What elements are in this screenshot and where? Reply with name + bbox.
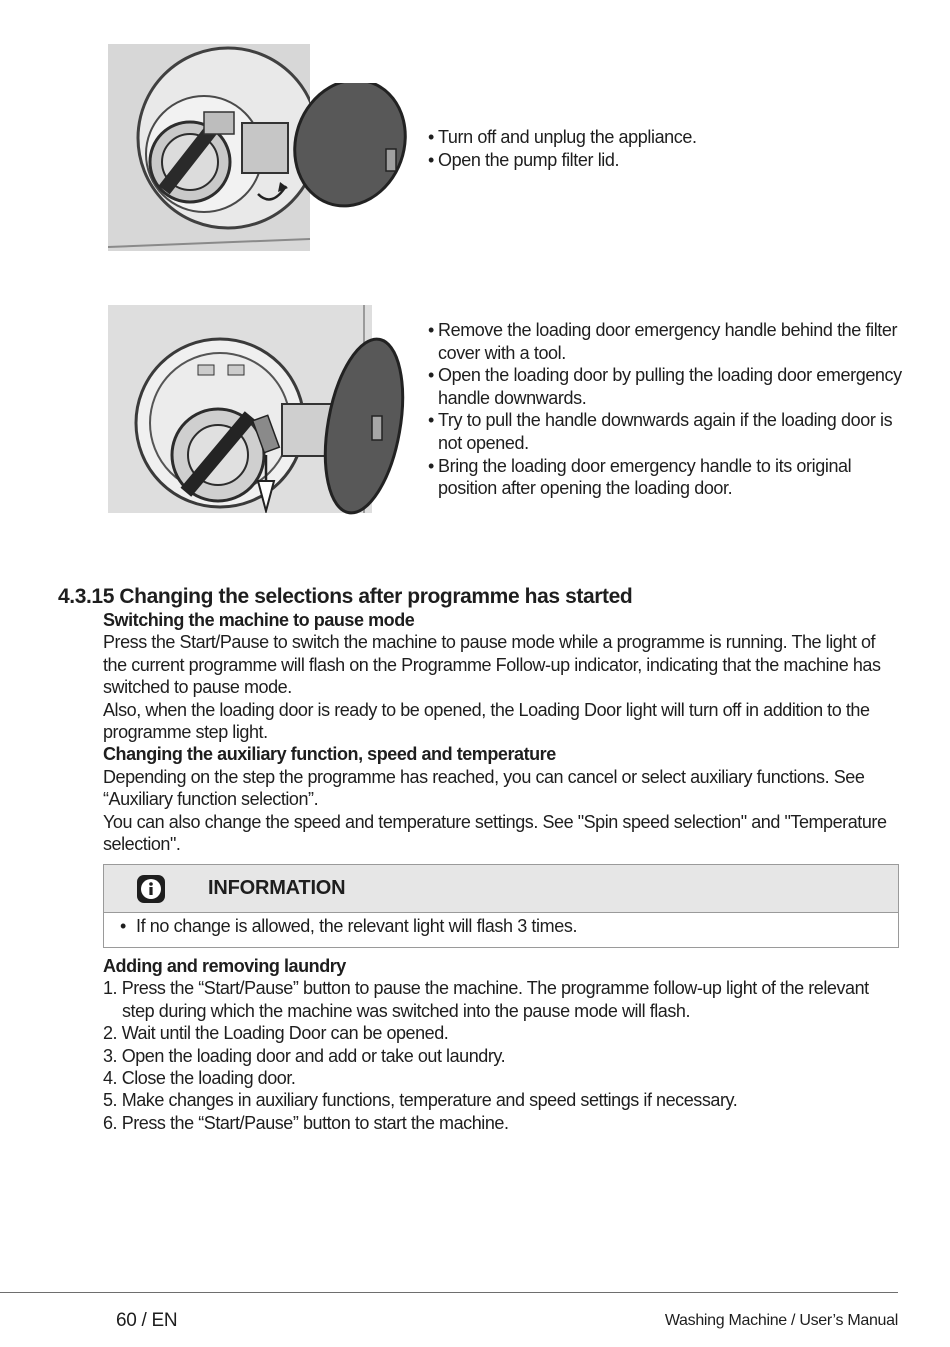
list-item: 1. Press the “Start/Pause” button to pause the machine. The programme follow-up light of the relevant step during which the machine was switched into the pause mode will flash. — [103, 978, 869, 1021]
figure2-instructions — [422, 319, 902, 500]
section-body — [103, 609, 893, 855]
auxiliary-paragraph-1: Depending on the step the programme has reached, you can cancel or select auxiliary functions. See “Auxiliary function selection”. — [103, 766, 865, 810]
laundry-steps — [103, 977, 893, 1134]
laundry-section — [103, 955, 893, 1134]
page-number: 60 / EN — [116, 1310, 178, 1331]
open-door-drawing — [276, 328, 406, 518]
information-header — [104, 865, 898, 913]
list-item: • Turn off and unplug the appliance. — [428, 127, 697, 147]
auxiliary-heading: Changing the auxiliary function, speed and temperature — [103, 744, 556, 765]
list-item: • Open the pump filter lid. — [428, 149, 620, 170]
auxiliary-paragraph-2: You can also change the speed and temperature settings. See "Spin speed selection" and "Temperature selection". — [103, 811, 887, 855]
open-lid-drawing — [230, 83, 410, 213]
information-box — [103, 864, 899, 948]
pump-filter-lid-cover-illustration — [230, 83, 410, 213]
list-item: 6. Press the “Start/Pause” button to start the machine. — [103, 1112, 509, 1133]
footer-divider — [0, 1292, 898, 1293]
list-item: • Remove the loading door emergency handle behind the filter cover with a tool. — [428, 320, 898, 363]
emergency-handle-lid-illustration — [276, 328, 406, 518]
pause-mode-heading: Switching the machine to pause mode — [103, 610, 415, 630]
section-title: 4.3.15 Changing the selections after programme has started — [58, 585, 633, 608]
info-icon — [136, 874, 166, 904]
list-item: 5. Make changes in auxiliary functions, temperature and speed settings if necessary. — [103, 1090, 738, 1111]
information-body — [104, 913, 898, 937]
pause-mode-paragraph-2: Also, when the loading door is ready to be opened, the Loading Door light will turn off in addition to the programme step light. — [103, 699, 870, 743]
list-item: • Try to pull the handle downwards again if the loading door is not opened. — [428, 410, 893, 453]
manual-title: Washing Machine / User’s Manual — [664, 1312, 898, 1329]
list-item: 3. Open the loading door and add or take out laundry. — [103, 1045, 506, 1066]
bullet: • — [120, 916, 126, 936]
figure1-instructions — [422, 126, 892, 171]
list-item: • Bring the loading door emergency handle to its original position after opening the loading door. — [428, 455, 852, 499]
list-item: • If no change is allowed, the relevant light will flash 3 times. — [120, 916, 578, 936]
laundry-heading: Adding and removing laundry — [103, 956, 346, 976]
list-item: 2. Wait until the Loading Door can be opened. — [103, 1023, 449, 1044]
pause-mode-paragraph-1: Press the Start/Pause to switch the machine to pause mode while a programme is running. The light of the current programme will flash on the Programme Follow-up indicator, indicating that the machine has switched to pause mode. — [103, 632, 881, 698]
list-item: 4. Close the loading door. — [103, 1068, 296, 1089]
information-title: INFORMATION — [208, 877, 346, 899]
list-item: • Open the loading door by pulling the loading door emergency handle downwards. — [428, 365, 902, 408]
